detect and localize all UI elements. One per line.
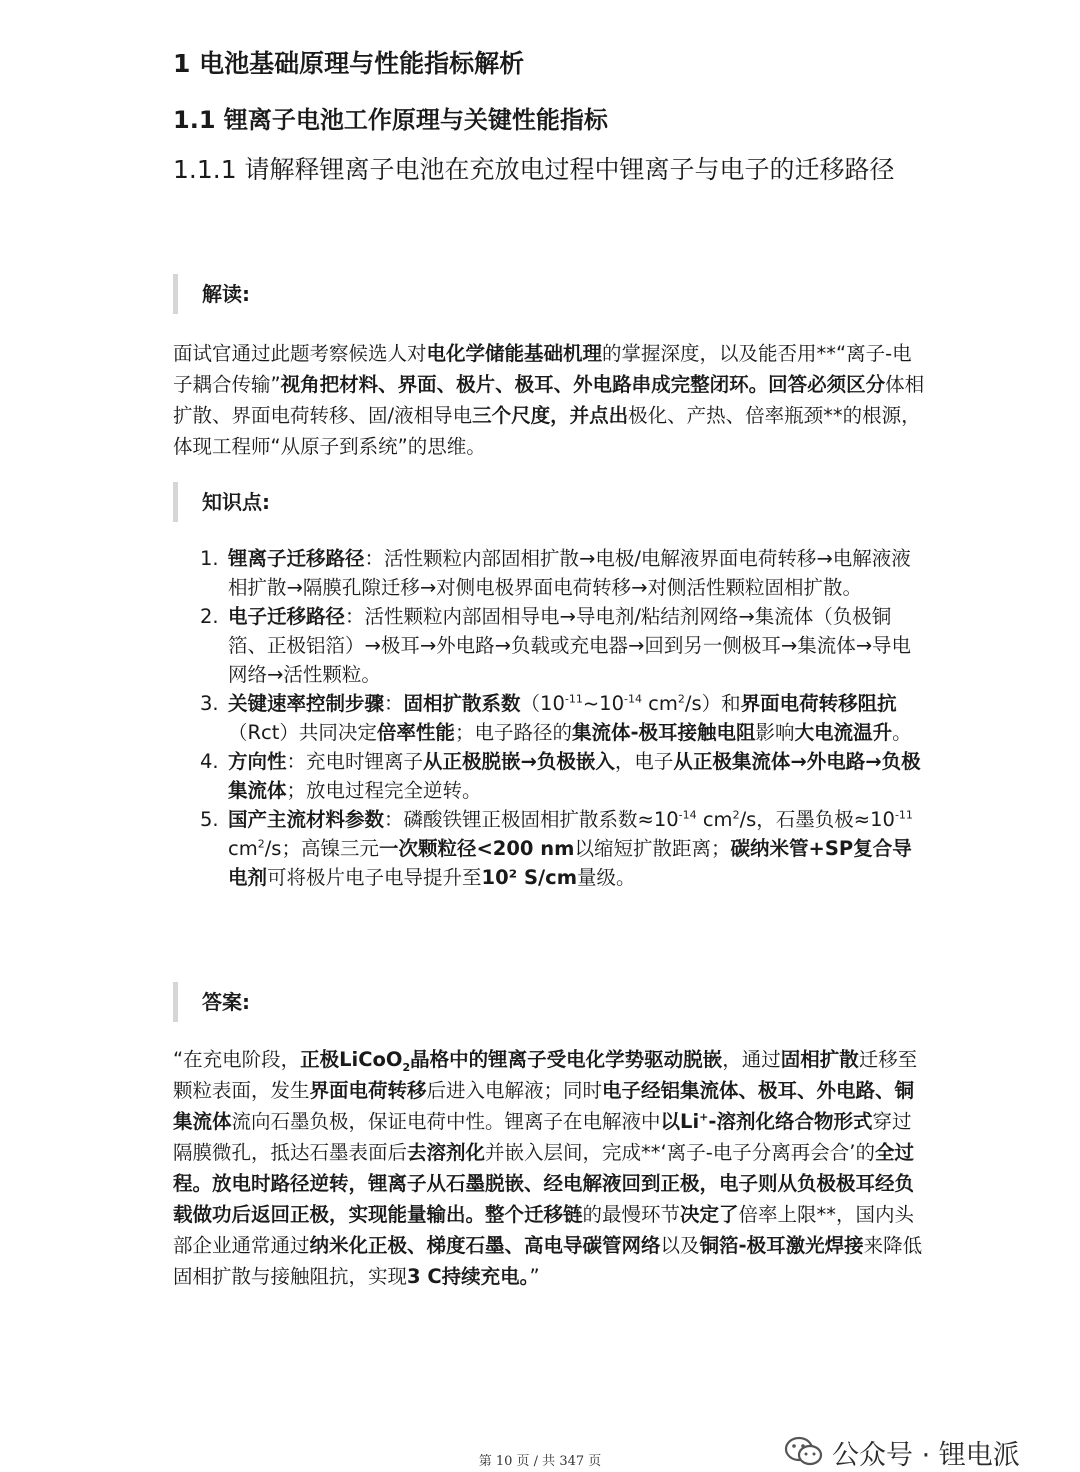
page-footer: 第 10 页 / 共 347 页 (478, 1454, 602, 1469)
answer-paragraph: “在充电阶段，正极LiCoO$_2$晶格中的锂离子受电化学势驱动脱嵌，通过固相扩散迁移至颗粒表面，发生界面电荷转移后进入电解液；同时电子经铝集流体、极耳、外电路、铜集流体流向石墨负极，保证电荷中性。锂离子在电解液中以Li+-溶剂化络合物形式穿过隔膜微孔，抵达石墨表面后去溶剂化并嵌入层间，完成**‘离子-电子分离再会合’的全过程。放电时路径逆转，锂离子从石墨脱嵌、经电解液回到正极，电子则从负极极耳经负载做功后返回正极，实现能量输出。整个迁移链的最慢环节决定了倍率上限**，国内头部企业通常通过纳米化正极、梯度石墨、高电导碳管网络以及铜箔-极耳激光焊接来降低固相扩散与接触阻抗，实现3 C持续充电。” (173, 1048, 923, 1288)
list-item: 4. 方向性：充电时锂离子从正极脱嵌→负极嵌入，电子从正极集流体→外电路→负极集流体；放电过程完全逆转。 (200, 750, 921, 802)
section-heading: 1.1 锂离子电池工作原理与关键性能指标 (173, 106, 608, 134)
list-item: 1. 锂离子迁移路径：活性颗粒内部固相扩散→电极/电解液界面电荷转移→电解液液相扩散→隔膜孔隙迁移→对侧电极界面电荷转移→对侧活性颗粒固相扩散。 (200, 547, 911, 599)
list-item: 2. 电子迁移路径：活性颗粒内部固相导电→导电剂/粘结剂网络→集流体（负极铜箔、正极铝箔）→极耳→外电路→负载或充电器→回到另一侧极耳→集流体→导电网络→活性颗粒。 (200, 605, 912, 686)
wechat-icon (784, 1436, 824, 1468)
watermark-text: 公众号 · 锂电派 (832, 1439, 1020, 1471)
list-item: 5. 国产主流材料参数：磷酸铁锂正极固相扩散系数$\approx 10^{-14}$ $cm^2/s$，石墨负极$\approx 10^{-11}$ $cm^2/s$；高镍三元一次颗粒径<200 nm以缩短扩散距离；碳纳米管+SP复合导电剂可将极片电子电导提升至10² S/cm量级。 (200, 808, 913, 889)
question-heading: 1.1.1 请解释锂离子电池在充放电过程中锂离子与电子的迁移路径 (173, 155, 895, 184)
chapter-heading: 1 电池基础原理与性能指标解析 (173, 49, 525, 78)
knowledge-label: 知识点: (173, 482, 933, 522)
watermark (784, 1432, 1020, 1472)
answer-label: 答案: (173, 982, 933, 1022)
interpretation-paragraph: 面试官通过此题考察候选人对电化学储能基础机理的掌握深度，以及能否用**“离子-电子耦合传输”视角把材料、界面、极片、极耳、外电路串成完整闭环。回答必须区分体相扩散、界面电荷转移、固/液相导电三个尺度，并点出极化、产热、倍率瓶颈**的根源，体现工程师“从原子到系统”的思维。 (173, 342, 925, 458)
list-item: 3. 关键速率控制步骤：固相扩散系数（$10^{-11}\sim 10^{-14}$ $cm^2/s$）和界面电荷转移阻抗（Rct）共同决定倍率性能；电子路径的集流体-极耳接触电阻影响大电流温升。 (200, 692, 912, 744)
interpretation-label: 解读: (173, 274, 933, 314)
knowledge-list (200, 544, 930, 892)
